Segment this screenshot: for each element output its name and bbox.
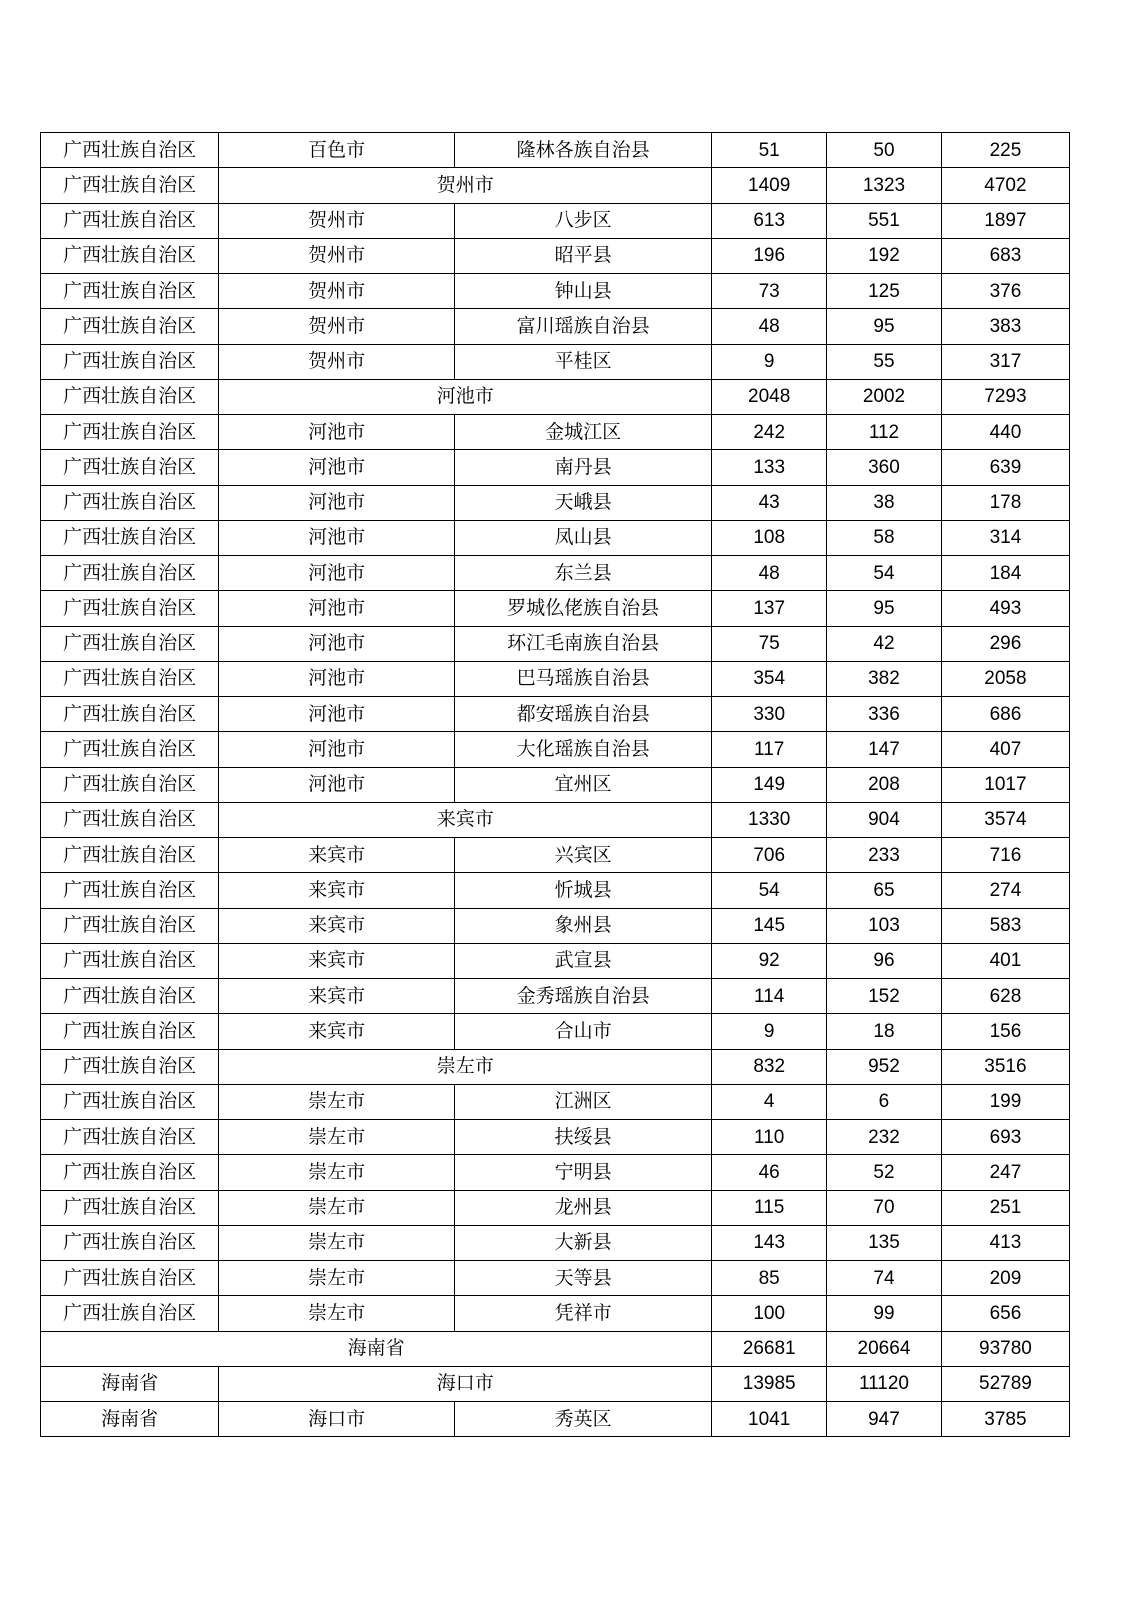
value-cell: 1897 <box>941 203 1069 238</box>
table-row <box>41 767 1070 802</box>
province-cell: 广西壮族自治区 <box>41 1155 219 1190</box>
value-cell: 42 <box>827 626 942 661</box>
province-cell: 广西壮族自治区 <box>41 274 219 309</box>
value-cell: 3785 <box>941 1402 1069 1437</box>
value-cell: 96 <box>827 943 942 978</box>
city-cell: 贺州市 <box>219 309 455 344</box>
value-cell: 95 <box>827 309 942 344</box>
table-row <box>41 1155 1070 1190</box>
province-cell: 广西壮族自治区 <box>41 1296 219 1331</box>
city-cell: 海口市 <box>219 1402 455 1437</box>
value-cell: 75 <box>712 626 827 661</box>
county-cell: 忻城县 <box>455 873 712 908</box>
value-cell: 1330 <box>712 802 827 837</box>
province-cell: 广西壮族自治区 <box>41 591 219 626</box>
table-row <box>41 1261 1070 1296</box>
value-cell: 242 <box>712 415 827 450</box>
city-cell: 崇左市 <box>219 1225 455 1260</box>
value-cell: 583 <box>941 908 1069 943</box>
value-cell: 656 <box>941 1296 1069 1331</box>
county-cell: 宁明县 <box>455 1155 712 1190</box>
value-cell: 70 <box>827 1190 942 1225</box>
city-cell: 崇左市 <box>219 1120 455 1155</box>
value-cell: 93780 <box>941 1331 1069 1366</box>
value-cell: 100 <box>712 1296 827 1331</box>
value-cell: 3516 <box>941 1049 1069 1084</box>
county-cell: 金城江区 <box>455 415 712 450</box>
county-cell: 昭平县 <box>455 238 712 273</box>
province-cell: 广西壮族自治区 <box>41 1225 219 1260</box>
value-cell: 48 <box>712 309 827 344</box>
value-cell: 251 <box>941 1190 1069 1225</box>
province-cell: 海南省 <box>41 1402 219 1437</box>
table-row <box>41 838 1070 873</box>
county-cell: 钟山县 <box>455 274 712 309</box>
city-cell: 崇左市 <box>219 1190 455 1225</box>
value-cell: 382 <box>827 661 942 696</box>
province-cell: 广西壮族自治区 <box>41 1190 219 1225</box>
statistics-table <box>40 132 1070 1437</box>
value-cell: 135 <box>827 1225 942 1260</box>
value-cell: 114 <box>712 979 827 1014</box>
county-cell: 都安瑶族自治县 <box>455 697 712 732</box>
county-cell: 宜州区 <box>455 767 712 802</box>
value-cell: 233 <box>827 838 942 873</box>
city-cell: 崇左市 <box>219 1261 455 1296</box>
province-cell: 广西壮族自治区 <box>41 979 219 1014</box>
table-row <box>41 344 1070 379</box>
province-total-cell: 海南省 <box>41 1331 712 1366</box>
province-cell: 广西壮族自治区 <box>41 168 219 203</box>
province-cell: 广西壮族自治区 <box>41 556 219 591</box>
city-cell: 来宾市 <box>219 838 455 873</box>
value-cell: 184 <box>941 556 1069 591</box>
value-cell: 6 <box>827 1084 942 1119</box>
value-cell: 706 <box>712 838 827 873</box>
table-row <box>41 1225 1070 1260</box>
value-cell: 152 <box>827 979 942 1014</box>
value-cell: 92 <box>712 943 827 978</box>
county-cell: 秀英区 <box>455 1402 712 1437</box>
county-cell: 平桂区 <box>455 344 712 379</box>
value-cell: 1041 <box>712 1402 827 1437</box>
province-cell: 广西壮族自治区 <box>41 415 219 450</box>
value-cell: 208 <box>827 767 942 802</box>
value-cell: 95 <box>827 591 942 626</box>
value-cell: 48 <box>712 556 827 591</box>
value-cell: 401 <box>941 943 1069 978</box>
county-cell: 巴马瑶族自治县 <box>455 661 712 696</box>
value-cell: 683 <box>941 238 1069 273</box>
table-row <box>41 203 1070 238</box>
value-cell: 209 <box>941 1261 1069 1296</box>
value-cell: 613 <box>712 203 827 238</box>
value-cell: 115 <box>712 1190 827 1225</box>
value-cell: 110 <box>712 1120 827 1155</box>
city-cell: 贺州市 <box>219 238 455 273</box>
city-total-cell: 来宾市 <box>219 802 712 837</box>
value-cell: 1409 <box>712 168 827 203</box>
province-cell: 广西壮族自治区 <box>41 238 219 273</box>
value-cell: 196 <box>712 238 827 273</box>
value-cell: 55 <box>827 344 942 379</box>
province-cell: 广西壮族自治区 <box>41 1261 219 1296</box>
value-cell: 336 <box>827 697 942 732</box>
city-cell: 河池市 <box>219 450 455 485</box>
city-cell: 河池市 <box>219 485 455 520</box>
province-cell: 广西壮族自治区 <box>41 943 219 978</box>
county-cell: 凤山县 <box>455 520 712 555</box>
value-cell: 639 <box>941 450 1069 485</box>
county-cell: 合山市 <box>455 1014 712 1049</box>
value-cell: 54 <box>827 556 942 591</box>
value-cell: 52 <box>827 1155 942 1190</box>
value-cell: 52789 <box>941 1366 1069 1401</box>
table-row <box>41 133 1070 168</box>
table-row <box>41 591 1070 626</box>
province-cell: 广西壮族自治区 <box>41 908 219 943</box>
county-cell: 南丹县 <box>455 450 712 485</box>
value-cell: 125 <box>827 274 942 309</box>
value-cell: 3574 <box>941 802 1069 837</box>
value-cell: 178 <box>941 485 1069 520</box>
county-cell: 环江毛南族自治县 <box>455 626 712 661</box>
city-cell: 河池市 <box>219 661 455 696</box>
county-cell: 扶绥县 <box>455 1120 712 1155</box>
value-cell: 20664 <box>827 1331 942 1366</box>
province-cell: 广西壮族自治区 <box>41 767 219 802</box>
city-cell: 贺州市 <box>219 203 455 238</box>
value-cell: 38 <box>827 485 942 520</box>
value-cell: 149 <box>712 767 827 802</box>
value-cell: 13985 <box>712 1366 827 1401</box>
city-cell: 百色市 <box>219 133 455 168</box>
value-cell: 1017 <box>941 767 1069 802</box>
value-cell: 54 <box>712 873 827 908</box>
value-cell: 314 <box>941 520 1069 555</box>
table-row <box>41 415 1070 450</box>
province-cell: 海南省 <box>41 1366 219 1401</box>
province-cell: 广西壮族自治区 <box>41 485 219 520</box>
value-cell: 274 <box>941 873 1069 908</box>
table-row <box>41 1049 1070 1084</box>
table-row <box>41 1014 1070 1049</box>
province-cell: 广西壮族自治区 <box>41 1120 219 1155</box>
value-cell: 493 <box>941 591 1069 626</box>
value-cell: 18 <box>827 1014 942 1049</box>
city-cell: 河池市 <box>219 591 455 626</box>
province-cell: 广西壮族自治区 <box>41 520 219 555</box>
table-row <box>41 1296 1070 1331</box>
value-cell: 85 <box>712 1261 827 1296</box>
table-row <box>41 1366 1070 1401</box>
province-cell: 广西壮族自治区 <box>41 344 219 379</box>
province-cell: 广西壮族自治区 <box>41 450 219 485</box>
province-cell: 广西壮族自治区 <box>41 838 219 873</box>
table-row <box>41 626 1070 661</box>
table-row <box>41 873 1070 908</box>
value-cell: 11120 <box>827 1366 942 1401</box>
county-cell: 东兰县 <box>455 556 712 591</box>
city-cell: 来宾市 <box>219 979 455 1014</box>
value-cell: 360 <box>827 450 942 485</box>
table-row <box>41 802 1070 837</box>
value-cell: 716 <box>941 838 1069 873</box>
city-total-cell: 贺州市 <box>219 168 712 203</box>
table-row <box>41 520 1070 555</box>
city-total-cell: 崇左市 <box>219 1049 712 1084</box>
city-cell: 来宾市 <box>219 943 455 978</box>
value-cell: 156 <box>941 1014 1069 1049</box>
table-row <box>41 309 1070 344</box>
value-cell: 686 <box>941 697 1069 732</box>
value-cell: 117 <box>712 732 827 767</box>
table-row <box>41 1120 1070 1155</box>
table-row <box>41 274 1070 309</box>
province-cell: 广西壮族自治区 <box>41 873 219 908</box>
province-cell: 广西壮族自治区 <box>41 1049 219 1084</box>
value-cell: 413 <box>941 1225 1069 1260</box>
value-cell: 551 <box>827 203 942 238</box>
county-cell: 凭祥市 <box>455 1296 712 1331</box>
value-cell: 376 <box>941 274 1069 309</box>
province-cell: 广西壮族自治区 <box>41 661 219 696</box>
value-cell: 192 <box>827 238 942 273</box>
province-cell: 广西壮族自治区 <box>41 802 219 837</box>
value-cell: 65 <box>827 873 942 908</box>
county-cell: 龙州县 <box>455 1190 712 1225</box>
county-cell: 天峨县 <box>455 485 712 520</box>
value-cell: 143 <box>712 1225 827 1260</box>
province-cell: 广西壮族自治区 <box>41 379 219 414</box>
city-cell: 河池市 <box>219 520 455 555</box>
value-cell: 26681 <box>712 1331 827 1366</box>
county-cell: 大化瑶族自治县 <box>455 732 712 767</box>
value-cell: 9 <box>712 344 827 379</box>
value-cell: 43 <box>712 485 827 520</box>
county-cell: 富川瑶族自治县 <box>455 309 712 344</box>
value-cell: 199 <box>941 1084 1069 1119</box>
province-cell: 广西壮族自治区 <box>41 309 219 344</box>
value-cell: 7293 <box>941 379 1069 414</box>
value-cell: 1323 <box>827 168 942 203</box>
value-cell: 46 <box>712 1155 827 1190</box>
province-cell: 广西壮族自治区 <box>41 203 219 238</box>
county-cell: 江洲区 <box>455 1084 712 1119</box>
city-cell: 贺州市 <box>219 274 455 309</box>
value-cell: 108 <box>712 520 827 555</box>
table-row <box>41 732 1070 767</box>
city-cell: 崇左市 <box>219 1084 455 1119</box>
value-cell: 58 <box>827 520 942 555</box>
value-cell: 73 <box>712 274 827 309</box>
city-cell: 来宾市 <box>219 873 455 908</box>
county-cell: 兴宾区 <box>455 838 712 873</box>
table-row <box>41 238 1070 273</box>
table-row <box>41 661 1070 696</box>
city-cell: 河池市 <box>219 732 455 767</box>
province-cell: 广西壮族自治区 <box>41 1014 219 1049</box>
value-cell: 103 <box>827 908 942 943</box>
table-row <box>41 1331 1070 1366</box>
city-cell: 来宾市 <box>219 908 455 943</box>
city-cell: 河池市 <box>219 626 455 661</box>
value-cell: 112 <box>827 415 942 450</box>
value-cell: 4702 <box>941 168 1069 203</box>
table-row <box>41 450 1070 485</box>
table-row <box>41 697 1070 732</box>
table-row <box>41 1190 1070 1225</box>
value-cell: 9 <box>712 1014 827 1049</box>
value-cell: 137 <box>712 591 827 626</box>
value-cell: 2048 <box>712 379 827 414</box>
county-cell: 象州县 <box>455 908 712 943</box>
province-cell: 广西壮族自治区 <box>41 1084 219 1119</box>
value-cell: 4 <box>712 1084 827 1119</box>
table-row <box>41 979 1070 1014</box>
value-cell: 232 <box>827 1120 942 1155</box>
city-total-cell: 海口市 <box>219 1366 712 1401</box>
value-cell: 383 <box>941 309 1069 344</box>
province-cell: 广西壮族自治区 <box>41 133 219 168</box>
table-row <box>41 168 1070 203</box>
county-cell: 武宣县 <box>455 943 712 978</box>
table-row <box>41 1402 1070 1437</box>
value-cell: 628 <box>941 979 1069 1014</box>
value-cell: 2002 <box>827 379 942 414</box>
value-cell: 51 <box>712 133 827 168</box>
city-cell: 崇左市 <box>219 1155 455 1190</box>
value-cell: 133 <box>712 450 827 485</box>
value-cell: 407 <box>941 732 1069 767</box>
county-cell: 八步区 <box>455 203 712 238</box>
table-row <box>41 556 1070 591</box>
table-row <box>41 943 1070 978</box>
city-cell: 河池市 <box>219 697 455 732</box>
value-cell: 2058 <box>941 661 1069 696</box>
value-cell: 317 <box>941 344 1069 379</box>
value-cell: 952 <box>827 1049 942 1084</box>
value-cell: 693 <box>941 1120 1069 1155</box>
county-cell: 罗城仫佬族自治县 <box>455 591 712 626</box>
city-cell: 来宾市 <box>219 1014 455 1049</box>
table-row <box>41 379 1070 414</box>
value-cell: 296 <box>941 626 1069 661</box>
table-row <box>41 1084 1070 1119</box>
city-cell: 河池市 <box>219 767 455 802</box>
county-cell: 天等县 <box>455 1261 712 1296</box>
value-cell: 354 <box>712 661 827 696</box>
value-cell: 50 <box>827 133 942 168</box>
province-cell: 广西壮族自治区 <box>41 732 219 767</box>
value-cell: 440 <box>941 415 1069 450</box>
county-cell: 隆林各族自治县 <box>455 133 712 168</box>
value-cell: 225 <box>941 133 1069 168</box>
table-row <box>41 908 1070 943</box>
value-cell: 832 <box>712 1049 827 1084</box>
value-cell: 904 <box>827 802 942 837</box>
value-cell: 145 <box>712 908 827 943</box>
city-cell: 贺州市 <box>219 344 455 379</box>
city-cell: 河池市 <box>219 415 455 450</box>
province-cell: 广西壮族自治区 <box>41 626 219 661</box>
county-cell: 金秀瑶族自治县 <box>455 979 712 1014</box>
value-cell: 330 <box>712 697 827 732</box>
city-cell: 河池市 <box>219 556 455 591</box>
county-cell: 大新县 <box>455 1225 712 1260</box>
value-cell: 147 <box>827 732 942 767</box>
city-cell: 崇左市 <box>219 1296 455 1331</box>
value-cell: 947 <box>827 1402 942 1437</box>
table-row <box>41 485 1070 520</box>
province-cell: 广西壮族自治区 <box>41 697 219 732</box>
value-cell: 99 <box>827 1296 942 1331</box>
value-cell: 74 <box>827 1261 942 1296</box>
city-total-cell: 河池市 <box>219 379 712 414</box>
value-cell: 247 <box>941 1155 1069 1190</box>
